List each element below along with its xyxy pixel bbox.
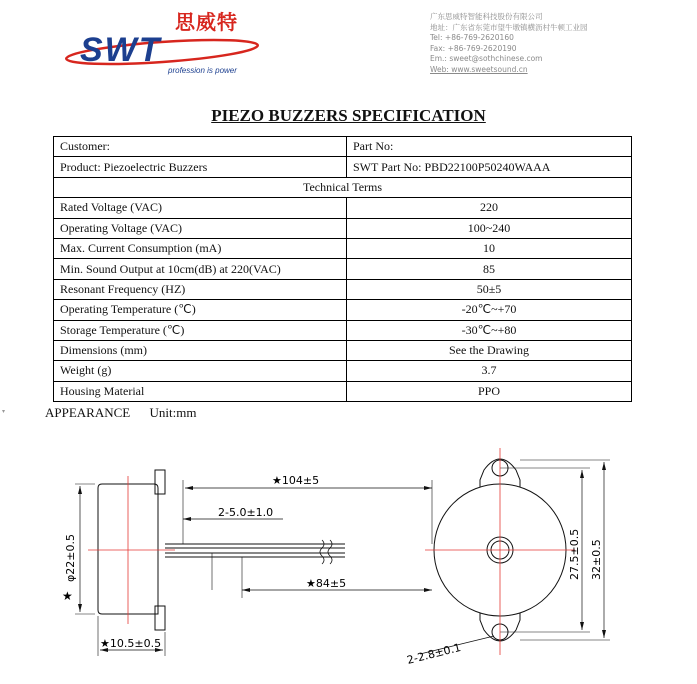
dim-short-lead: ★84±5 <box>306 577 347 590</box>
paragraph-mark-icon: ▾ <box>2 409 6 415</box>
table-row <box>54 381 632 401</box>
table-row <box>54 198 632 218</box>
table-row <box>54 279 632 299</box>
dim-mount-width: 27.5±0.5 <box>568 528 581 580</box>
product-label: Product: Piezoelectric Buzzers <box>54 157 347 177</box>
star-marker: ★ <box>62 589 73 603</box>
dim-diameter: φ22±0.5 <box>64 534 77 582</box>
company-name: 广东思威特智能科技股份有限公司 <box>430 12 543 21</box>
company-info <box>430 12 588 75</box>
spec-value: See the Drawing <box>347 340 632 360</box>
company-email: Em.: sweet@sothchinese.com <box>430 54 543 63</box>
table-row <box>54 300 632 320</box>
table-row <box>54 157 632 177</box>
spec-label: Weight (g) <box>54 361 347 381</box>
appearance-unit: Unit:mm <box>149 405 197 420</box>
spec-value: 85 <box>347 259 632 279</box>
document-title: PIEZO BUZZERS SPECIFICATION <box>211 106 486 125</box>
company-web-link[interactable]: Web: www.sweetsound.cn <box>430 64 528 74</box>
logo-chinese-name: 思威特 <box>175 10 238 34</box>
swt-logo <box>62 28 262 68</box>
logo-tagline: profession is power <box>168 66 237 75</box>
spec-value: -20℃~+70 <box>347 300 632 320</box>
table-row <box>54 340 632 360</box>
logo-text: SWT <box>80 31 162 68</box>
spec-value: 220 <box>347 198 632 218</box>
section-header: Technical Terms <box>54 177 632 197</box>
spec-value: 3.7 <box>347 361 632 381</box>
dim-wire-spacing: 2-5.0±1.0 <box>218 506 274 519</box>
table-row <box>54 361 632 381</box>
spec-table <box>53 136 632 402</box>
spec-value: -30℃~+80 <box>347 320 632 340</box>
spec-value: 10 <box>347 238 632 258</box>
spec-label: Rated Voltage (VAC) <box>54 198 347 218</box>
appearance-label: APPEARANCE <box>45 405 131 420</box>
appearance-heading <box>45 405 196 421</box>
buzzer-drawing <box>0 440 697 684</box>
company-tel: Tel: +86-769-2620160 <box>430 33 514 42</box>
spec-label: Min. Sound Output at 10cm(dB) at 220(VAC) <box>54 259 347 279</box>
spec-label: Housing Material <box>54 381 347 401</box>
dim-height: ★10.5±0.5 <box>100 637 162 650</box>
dim-overall-width: 32±0.5 <box>590 539 603 580</box>
document-title-wrap <box>0 106 697 126</box>
dim-holes: 2-2.8±0.1 <box>405 640 463 667</box>
spec-value: 100~240 <box>347 218 632 238</box>
spec-label: Max. Current Consumption (mA) <box>54 238 347 258</box>
table-row <box>54 218 632 238</box>
spec-label: Operating Temperature (℃) <box>54 300 347 320</box>
table-row <box>54 238 632 258</box>
spec-label: Operating Voltage (VAC) <box>54 218 347 238</box>
table-row <box>54 259 632 279</box>
spec-label: Storage Temperature (℃) <box>54 320 347 340</box>
part-no-label: Part No: <box>347 137 632 157</box>
spec-label: Resonant Frequency (HZ) <box>54 279 347 299</box>
side-view-flange-bottom <box>155 606 165 630</box>
side-view-flange-top <box>155 470 165 494</box>
table-row <box>54 137 632 157</box>
spec-label: Dimensions (mm) <box>54 340 347 360</box>
dim-lead-length: ★104±5 <box>272 474 320 487</box>
company-fax: Fax: +86-769-2620190 <box>430 43 517 53</box>
company-address: 地址：广东省东莞市望牛墩镇横沥村牛顿工业园 <box>430 22 588 32</box>
customer-label: Customer: <box>54 137 347 157</box>
swt-part-no: SWT Part No: PBD22100P50240WAAA <box>347 157 632 177</box>
spec-value: PPO <box>347 381 632 401</box>
table-row <box>54 177 632 197</box>
table-row <box>54 320 632 340</box>
spec-value: 50±5 <box>347 279 632 299</box>
